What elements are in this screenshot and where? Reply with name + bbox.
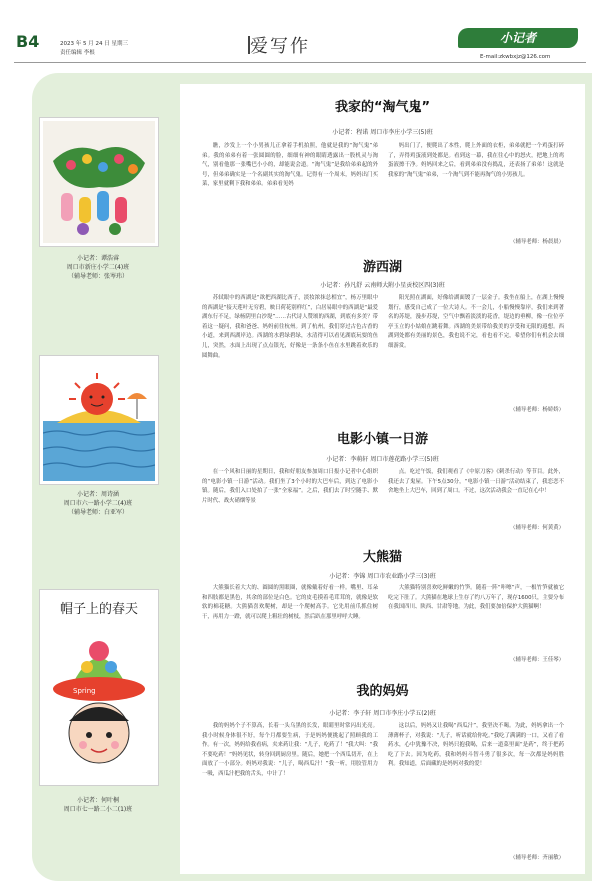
artwork-1-author: 小记者：谭浩睿: [76, 255, 119, 262]
article-2-text-1: 苏轼眼中的西湖是“欲把西湖比西子，淡妆浓抹总相宜”，杨万里眼中的西湖是“接天莲叶无穷碧，映日荷花别样红”，白居易眼中的西湖是“最爱湖东行不足，绿杨阴里白沙堤”……古代诗人赞颂的西湖，到底有多美？带着这一疑问，我和爸爸、妈妈前往杭州。到了杭州，我们穿过古色古香的小道，来到西湖岸边。西湖的水碧绿碧绿，水清得可以看见湖底玩耍的鱼儿，突然，水面上出现了点点银光，好像是一条条小鱼在水里跳着欢乐的圆舞曲。: [202, 295, 378, 359]
article-2-title: 游西湖: [362, 260, 402, 275]
article-5-text-2: 这以后，妈妈又让我喝“西瓜汁”，我坚决不喝。为此，妈妈拿出一个薄薄杯子，对我说：“儿子，听话就给你吃。”我吃了满满的一口，又看了看药水，心中犹豫不决，妈妈只抱我喝，后来一道菜里面“是药”，终于把药吃了下去。因为吃药，我和妈妈斗智斗勇了很多次，每一次都是妈妈胜利。我知道，后面藏的是妈妈对我的爱！: [388, 723, 564, 768]
contact-email: E-mail:zkwbxjz@126.com: [480, 54, 551, 60]
artwork-1-teacher: （辅导老师：张岑玮）: [67, 273, 128, 280]
article-3-text-1: 在一个风和日丽的星期日，我和好朋友参加周口日报小记者中心组织的“电影小镇一日游”活动。我们坐了3个小时的大巴车后，到达了电影小镇。随后，我们入口处拍了一张“全家福”。之后，我们去了时空隧手、默片时代、战火硝烟等景: [202, 469, 378, 504]
editor-line: 责任编辑 李根: [60, 50, 95, 56]
art-spring-text: Spring: [73, 687, 96, 695]
article-5-teacher: （辅导老师：齐丽敏）: [510, 855, 564, 861]
sun-island-image: [43, 359, 155, 481]
header-rule: [14, 62, 586, 63]
article-5-col1: [202, 722, 378, 866]
article-1-text-1: 瞧，沙发上一个小男孩儿正拿着手机拍照，他就是我的“淘气鬼”弟弟。我的弟弟有着一张圆圆的脸，细细有神的眼睛透露出一股机灵与淘气，别看他那一张嘴巴小小的，却能说会道。“淘气鬼”是我给弟弟起的外号，但弟弟确实是一个名副其实的淘气鬼。记得有一个周末，妈妈出门买菜，家里就剩下我和弟弟。弟弟看见妈: [202, 143, 378, 188]
brand-badge: 小记者: [458, 28, 578, 48]
article-2-col1: [202, 294, 378, 418]
article-3-teacher: （辅导老师：何黄黄）: [510, 525, 564, 531]
artwork-3-drawing: [40, 590, 158, 785]
article-4-text-1: 大熊猫长着大大的、圆圆的黑眼圈，就像戴着好看一样。嘴里、耳朵和四肢都是黑色，其余的部位是白色。它的皮毛摸着毛茸茸的，就像是软软的棉花糖。大熊猫喜欢爬树，却是一个爬树高手。它先用前爪抓住树干，再用力一蹬，就可以爬上粗壮的树枝，然后趴在那里呼呼大睡。: [202, 585, 378, 620]
article-4-author: 小记者：李锦 周口市农业路小学三(3)班: [329, 573, 436, 580]
articles-area: [180, 84, 585, 874]
article-3-col1: [202, 468, 378, 534]
article-5-col2: [388, 722, 564, 852]
art-title-text: 帽子上的春天: [59, 602, 139, 617]
artwork-1-caption: [34, 254, 162, 281]
artwork-2-drawing: [40, 356, 158, 484]
article-5-text-1: 我的妈妈个子不算高，长着一头乌黑的长发，眼睛里时常闪出光亮。我小时候身体很不好，每个月都要生病，于是妈妈便挑起了照顾我的工作。有一次，妈妈给我看病，夹来药让我：“儿子，吃药了！”我大叫：“我不要吃药！”妈妈见状，转身回到厨房里。随后，她把一个西瓜切开，在上面放了一小部分。妈妈对我说：“儿子，喝西瓜汁！”我一听，用胶管用力一吸，西瓜汁把我的舌头，中计了！: [202, 723, 378, 777]
artwork-1-drawing: [40, 118, 158, 246]
issue-date: 2023 年 5 月 24 日 星期三: [60, 41, 128, 47]
article-4-col1: [202, 584, 378, 666]
artwork-3-school: 周口市七一路二小二(1)班: [63, 806, 133, 813]
article-1-col2: [388, 142, 564, 252]
article-2-text-2: 阳光照在湖面，好像给湖面镀了一层金子。我坐在船上，在湖上慢慢划行，感受自己成了一位大诗人。不一会儿，小船慢慢靠岸，我们来到著名的苏堤，漫步苏堤，空气中飘着淡淡的花香，堤边的垂柳，像一位位亭亭玉立的小姑娘在跳着舞。西湖的美景带给我美的享受和无限的遐想。西湖到处都有美丽的景色，我也说不完，看也看不完，希望你们有机会去细细游赏。: [388, 295, 564, 349]
artwork-3-author: 小记者：何叶桐: [76, 797, 119, 804]
section-title: 爱写作: [250, 36, 310, 57]
article-4-text-2: 大熊猫特别喜欢吃鲜嫩的竹笋。随着一阵“咔嚓”声，一根竹笋就被它吃完下肚了。大熊猫在地球上生存了约八万年了，现存1600只，主要分布在我国四川、陕西、甘肃等地。为此，我们要加倍保护大熊猫啊！: [388, 585, 564, 611]
artwork-3-caption: [34, 796, 162, 814]
article-1-col1: [202, 142, 378, 252]
article-4-col2: [388, 584, 564, 654]
article-5-title: 我的妈妈: [356, 684, 409, 699]
article-4-title: 大熊猫: [362, 550, 402, 565]
article-1-title: 我家的“淘气鬼”: [334, 100, 431, 115]
artwork-2-author: 小记者：周诗涵: [76, 491, 119, 498]
artwork-1-school: 周口市新庄小学二(4)班: [66, 264, 130, 271]
article-1-text-2: 妈出门了，便爬出了本性，爬上外面的衣柜，弟弟就把一个鸡蛋打碎了，弄得鸡蛋液到处都是。看到这一幕，我在往心中的怒火，把地上的鸡蛋液擦干净。妈妈回来之后，看到弟弟没有捣乱，还表扬了弟弟！这就是我家的“淘气鬼”弟弟，一个淘气到不能再淘气的小男孩儿。: [388, 143, 564, 178]
artwork-2-caption: [34, 490, 162, 517]
article-5-author: 小记者：李子轩 周口市李庄小学五(2)班: [329, 710, 436, 717]
page-number: B4: [16, 32, 40, 51]
page-header: [0, 0, 600, 72]
article-3-col2: [388, 468, 564, 522]
article-2-teacher: （辅导老师：杨娇娇）: [510, 407, 564, 413]
clay-art-image: [43, 121, 155, 243]
spring-hat-image: [43, 593, 155, 782]
date-line: [60, 40, 128, 58]
article-3-author: 小记者：李萌轩 周口市莲花路小学三(5)班: [326, 456, 439, 463]
article-4-teacher: （辅导老师：王佳琴）: [510, 657, 564, 663]
artwork-2-school: 周口市六一路小学二(4)班: [63, 500, 133, 507]
article-1-teacher: （辅导老师：杨晨晨）: [510, 239, 564, 245]
article-2-col2: [388, 294, 564, 404]
artwork-2-teacher: （辅导老师：白亚军）: [67, 509, 128, 516]
article-3-title: 电影小镇一日游: [336, 432, 428, 447]
article-3-text-2: 点。吃过午饭，我们观看了《中原刀客》《刺杀行动》等节目。此外，我还去了鬼屋。下午5点30分，“电影小镇一日游”活动结束了，我恋恋不舍地坐上大巴车，回到了周口。不过，这次活动我会一直记在心中！: [388, 469, 564, 495]
article-1-author: 小记者：程诺 周口市李庄小学三(5)班: [332, 129, 433, 136]
article-2-author: 小记者：孙凡舒 云南师大附小星贡校区四(3)班: [320, 282, 445, 289]
